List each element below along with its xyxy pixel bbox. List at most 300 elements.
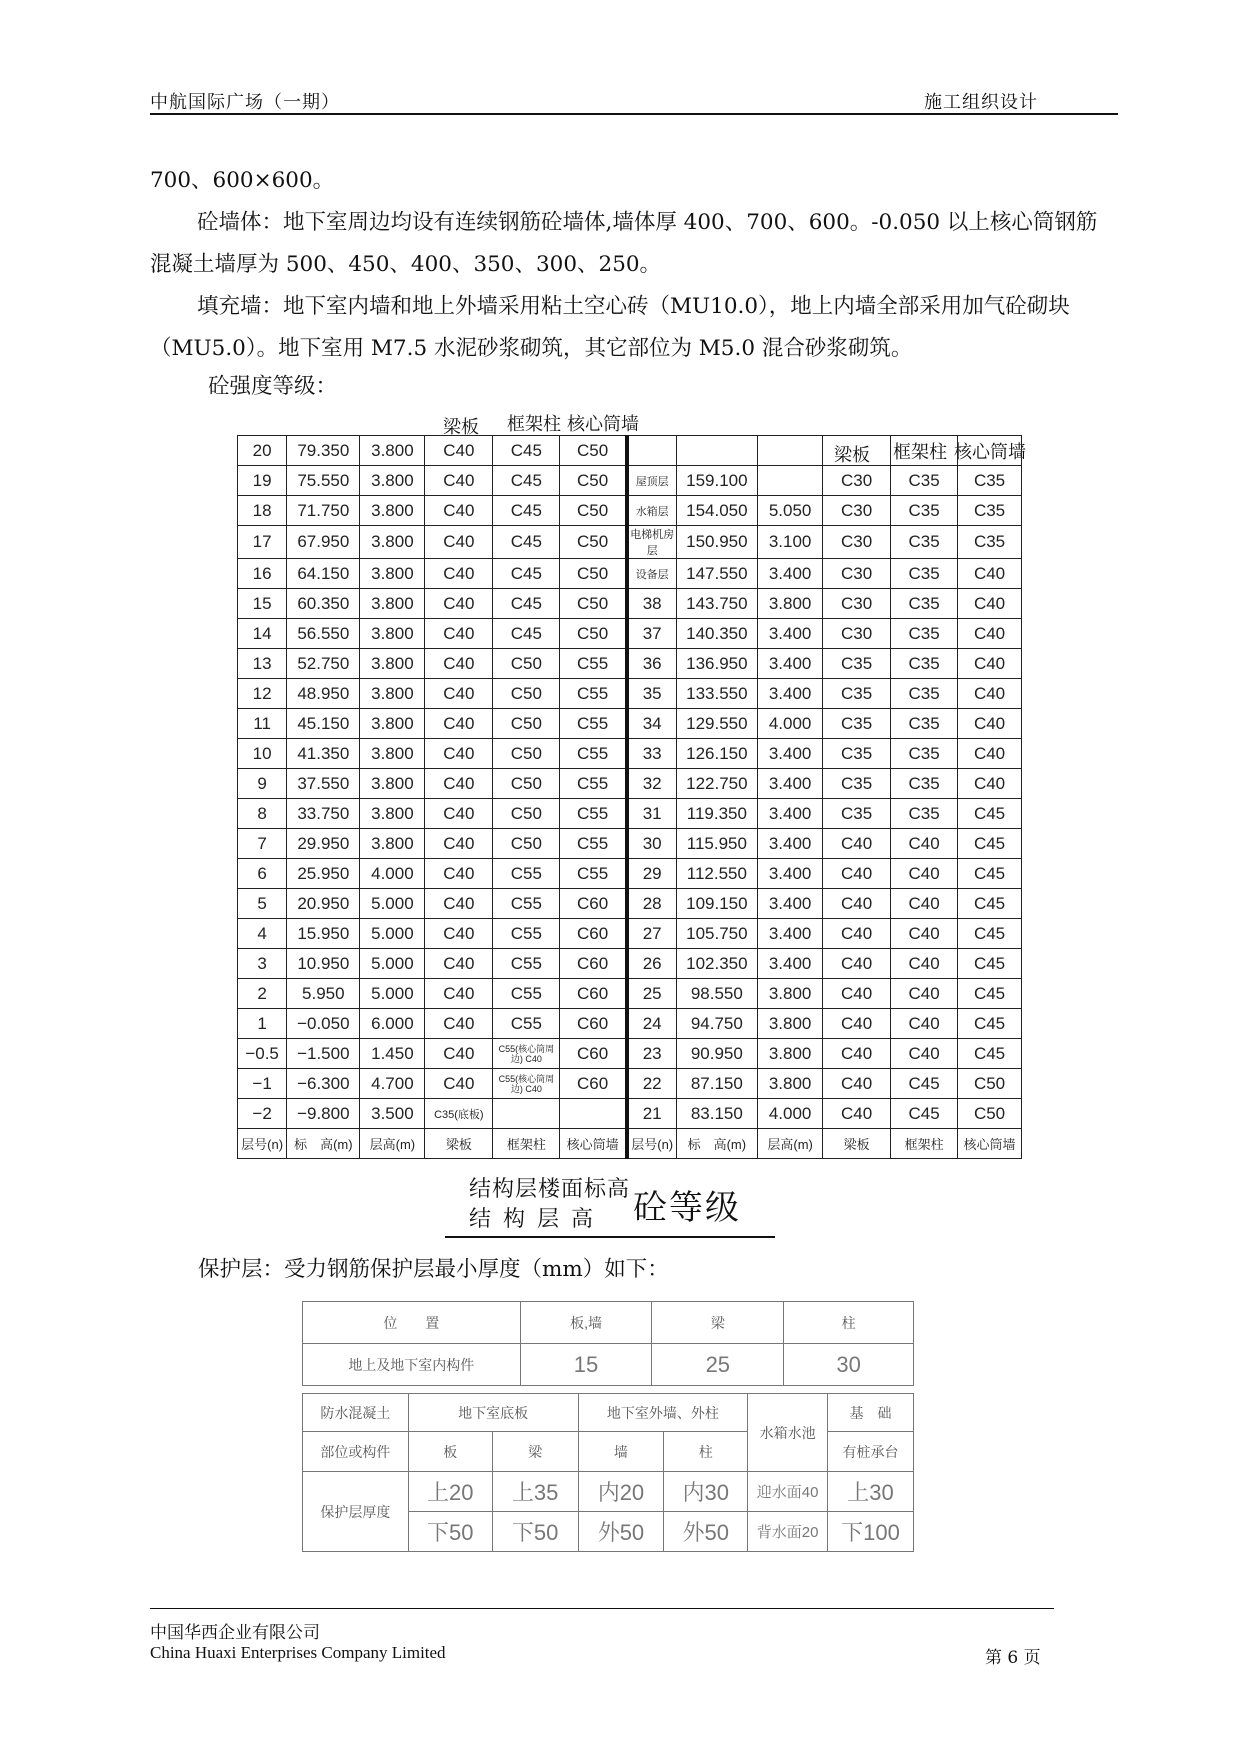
grade-left-cell: C35(底板) [425,1099,493,1129]
grade-left-cell: 5 [238,889,287,919]
grade-footer-cell: 核心筒墙 [560,1129,627,1159]
grade-left-cell: 6.000 [360,1009,425,1039]
grade-right-cell: C45 [958,799,1022,829]
grade-right-cell: C45 [958,1039,1022,1069]
grade-right-cell: 3.400 [758,769,823,799]
grade-left-cell: C55 [560,799,627,829]
grade-left-cell: 3.800 [360,466,425,496]
grade-row [238,709,1022,739]
grade-left-cell: C55(核心筒周边) C40 [493,1069,560,1099]
grade-left-cell: C45 [493,559,560,589]
grade-left-cell [493,1099,560,1129]
grade-right-cell: 36 [627,649,676,679]
grade-left-cell: 10 [238,739,287,769]
grade-right-cell: 29 [627,859,676,889]
paragraph-walls: 砼墙体：地下室周边均设有连续钢筋砼墙体,墙体厚 400、700、600。-0.050 以上核心筒钢筋混凝土墙厚为 500、450、400、350、300、250。 [150,210,1098,277]
grade-right-cell: C40 [823,1069,891,1099]
grade-right-cell: 21 [627,1099,676,1129]
grade-right-cell: 129.550 [676,709,758,739]
concrete-grade-table [237,435,1022,1159]
paragraph-columns: 700、600×600。 [150,168,335,193]
grade-left-cell: 1 [238,1009,287,1039]
grade-right-cell: 119.350 [676,799,758,829]
grade-right-cell: C35 [823,799,891,829]
grade-row [238,919,1022,949]
grade-row [238,1099,1022,1129]
grade-right-cell: 23 [627,1039,676,1069]
grade-right-cell: C35 [891,649,958,679]
grade-row [238,799,1022,829]
grade-left-cell: C50 [560,466,627,496]
grade-right-cell: C45 [958,979,1022,1009]
grade-row [238,589,1022,619]
grade-right-cell: C45 [958,949,1022,979]
grade-left-cell: C50 [493,649,560,679]
grade-right-cell: 87.150 [676,1069,758,1099]
legend-elevation: 结构层楼面标高 [469,1177,631,1202]
grade-right-cell: C35 [823,739,891,769]
grade-left-cell: 8 [238,799,287,829]
grade-row [238,526,1022,559]
grade-right-cell: 140.350 [676,619,758,649]
grade-right-cell: 27 [627,919,676,949]
grade-right-cell: 3.400 [758,649,823,679]
grade-right-cell: C40 [823,949,891,979]
grade-right-cell: 3.400 [758,739,823,769]
grade-right-cell: 38 [627,589,676,619]
grade-right-cell [758,466,823,496]
grade-left-cell: 3.800 [360,619,425,649]
grade-left-cell: C40 [425,1069,493,1099]
wp-r2-5: 下100 [828,1512,914,1552]
grade-left-cell: 5.000 [360,949,425,979]
grade-right-cell [758,436,823,466]
grade-right-cell: C30 [823,466,891,496]
grade-right-cell: C40 [958,739,1022,769]
grade-right-cell: 3.800 [758,589,823,619]
grade-row [238,466,1022,496]
grade-row [238,436,1022,466]
grade-left-cell: C50 [560,619,627,649]
grade-right-cell: C45 [958,1009,1022,1039]
grade-left-cell: 56.550 [287,619,360,649]
grade-right-cell: 3.800 [758,1039,823,1069]
wp-r1-0: 上20 [408,1472,492,1512]
cover-h-slab: 板,墙 [520,1302,652,1344]
wp-sub-wall: 墙 [578,1432,664,1472]
wp-r2-4: 背水面20 [748,1512,828,1552]
grade-left-cell: C55 [560,859,627,889]
grade-left-cell: C40 [425,769,493,799]
wp-sub-column: 柱 [664,1432,748,1472]
grade-right-cell: C35 [958,526,1022,559]
wp-r1-1: 上35 [492,1472,578,1512]
grade-right-cell: C30 [823,496,891,526]
grade-left-cell: C40 [425,979,493,1009]
grade-right-cell: 83.150 [676,1099,758,1129]
grade-footer-cell: 标 高(m) [676,1129,758,1159]
legend-height: 结构层高 [469,1207,606,1232]
grade-right-cell: 4.000 [758,709,823,739]
grade-right-cell: C35 [891,769,958,799]
grade-right-cell: C40 [823,979,891,1009]
grade-footer-cell: 标 高(m) [287,1129,360,1159]
paragraph-cover: 保护层：受力钢筋保护层最小厚度（mm）如下： [198,1257,669,1282]
grade-right-cell: 150.950 [676,526,758,559]
grade-left-cell: C40 [425,889,493,919]
grade-right-cell: 30 [627,829,676,859]
grade-right-cell: C40 [891,889,958,919]
grade-right-cell: C30 [823,559,891,589]
grade-left-cell: C45 [493,466,560,496]
grade-right-cell: 3.400 [758,889,823,919]
grade-left-cell: 3.800 [360,679,425,709]
grade-right-cell: C40 [958,589,1022,619]
cover-h-beam: 梁 [652,1302,784,1344]
grade-row [238,949,1022,979]
wp-h-base: 地下室底板 [408,1394,578,1432]
grade-right-cell: 3.800 [758,1069,823,1099]
grade-left-cell: 15.950 [287,919,360,949]
grade-right-cell: C35 [891,496,958,526]
grade-left-cell: C40 [425,709,493,739]
grade-right-cell: 24 [627,1009,676,1039]
grade-left-cell: C50 [560,526,627,559]
grade-row [238,769,1022,799]
grade-right-cell: 105.750 [676,919,758,949]
cover-r-beam: 25 [652,1344,784,1386]
grade-right-cell: C45 [958,859,1022,889]
grade-left-cell: C40 [425,799,493,829]
grade-left-cell: 5.950 [287,979,360,1009]
header-project: 中航国际广场（一期） [150,92,340,113]
wp-r2-2: 外50 [578,1512,664,1552]
grade-left-cell: C55 [493,1009,560,1039]
header-doc-title: 施工组织设计 [924,92,1038,113]
grade-right-cell: C45 [958,889,1022,919]
grade-right-cell: C35 [823,769,891,799]
grade-left-cell: C45 [493,619,560,649]
grade-left-cell: 71.750 [287,496,360,526]
wp-h-outer: 地下室外墙、外柱 [578,1394,748,1432]
grade-left-cell: C40 [425,829,493,859]
grade-left-cell: −1 [238,1069,287,1099]
grade-left-cell: 5.000 [360,889,425,919]
grade-right-cell: 3.800 [758,979,823,1009]
grade-right-cell: 3.400 [758,859,823,889]
grade-right-cell: C40 [891,979,958,1009]
grade-right-cell: C40 [891,1039,958,1069]
grade-right-cell: C35 [891,559,958,589]
grade-left-cell: 3.800 [360,769,425,799]
grade-left-cell: C45 [493,496,560,526]
grade-right-cell: 98.550 [676,979,758,1009]
grade-right-cell: 4.000 [758,1099,823,1129]
grade-left-cell: C55(核心筒周边) C40 [493,1039,560,1069]
grade-right-cell: C40 [958,649,1022,679]
grade-right-cell: 94.750 [676,1009,758,1039]
grade-left-cell: 25.950 [287,859,360,889]
grade-left-cell: 64.150 [287,559,360,589]
grade-right-cell [891,436,958,466]
grade-right-cell: 90.950 [676,1039,758,1069]
grade-right-cell: C40 [958,769,1022,799]
grade-right-cell: 37 [627,619,676,649]
grade-row [238,979,1022,1009]
grade-left-cell: 20 [238,436,287,466]
grade-right-cell: C35 [891,466,958,496]
grade-right-cell: 34 [627,709,676,739]
grade-left-cell: C60 [560,919,627,949]
grade-left-cell: 29.950 [287,829,360,859]
grade-right-cell: C40 [823,889,891,919]
grade-right-cell: C35 [958,466,1022,496]
grade-left-cell: C60 [560,949,627,979]
grade-right-cell: C35 [823,649,891,679]
legend-grade: 砼等级 [633,1188,741,1228]
grade-right-cell: C30 [823,526,891,559]
grade-left-cell: C50 [493,799,560,829]
grade-right-cell: C45 [891,1099,958,1129]
grade-left-cell: 52.750 [287,649,360,679]
grade-left-cell: C45 [493,526,560,559]
grade-right-cell: 122.750 [676,769,758,799]
grade-footer-cell: 框架柱 [891,1129,958,1159]
grade-right-cell: C40 [958,619,1022,649]
grade-row [238,619,1022,649]
paragraph-infill: 填充墙：地下室内墙和地上外墙采用粘土空心砖（MU10.0），地上内墙全部采用加气砼砌块（MU5.0）。地下室用 M7.5 水泥砂浆砌筑，其它部位为 M5.0 混合砂浆砌筑。 [150,294,1070,361]
grade-left-cell: C55 [493,949,560,979]
grade-right-cell: C45 [958,829,1022,859]
grade-left-cell: 3.800 [360,739,425,769]
grade-left-cell: C45 [493,589,560,619]
grade-left-cell: 6 [238,859,287,889]
grade-right-cell: C40 [891,1009,958,1039]
grade-right-cell: C40 [891,919,958,949]
grade-left-cell: 2 [238,979,287,1009]
grade-left-cell: C55 [493,979,560,1009]
grade-left-cell: C60 [560,1009,627,1039]
grade-footer-cell: 层号(n) [627,1129,676,1159]
grade-left-cell: 3.800 [360,649,425,679]
grade-left-cell: −2 [238,1099,287,1129]
grade-left-cell: −9.800 [287,1099,360,1129]
grade-right-cell: 3.400 [758,679,823,709]
grade-right-cell: C35 [891,799,958,829]
grade-right-cell: C40 [958,709,1022,739]
grade-left-cell: C55 [560,829,627,859]
wp-r2-0: 下50 [408,1512,492,1552]
grade-left-cell: −1.500 [287,1039,360,1069]
grade-row [238,859,1022,889]
cover-table-general [302,1301,914,1386]
wp-sub-slab: 板 [408,1432,492,1472]
grade-left-cell: 3.800 [360,829,425,859]
grade-right-cell [958,436,1022,466]
footer-company-en: China Huaxi Enterprises Company Limited [150,1643,446,1662]
grade-right-cell: C35 [891,589,958,619]
grade-left-cell: 3 [238,949,287,979]
grade-left-cell: 3.800 [360,589,425,619]
grade-footer-cell: 核心筒墙 [958,1129,1022,1159]
wp-sub-cap: 有桩承台 [828,1432,914,1472]
wp-h-pile: 基 础 [828,1394,914,1432]
grade-right-cell: 112.550 [676,859,758,889]
grade-right-cell: 设备层 [627,559,676,589]
grade-left-cell: C55 [560,649,627,679]
grade-right-cell: C45 [958,919,1022,949]
grade-left-cell: C55 [493,859,560,889]
grade-left-cell: 33.750 [287,799,360,829]
grade-left-cell: C40 [425,949,493,979]
grade-right-cell: C35 [891,679,958,709]
grade-left-cell: 12 [238,679,287,709]
grade-right-cell: C40 [891,859,958,889]
grade-left-cell: 17 [238,526,287,559]
grade-left-cell: 4 [238,919,287,949]
grade-left-cell: C40 [425,496,493,526]
grade-right-cell: 5.050 [758,496,823,526]
grade-right-cell: 102.350 [676,949,758,979]
grade-left-cell: 9 [238,769,287,799]
grade-left-cell: C40 [425,649,493,679]
caption-left-core: 核心筒墙 [567,414,639,434]
grade-right-cell: C40 [958,679,1022,709]
grade-right-cell: 3.100 [758,526,823,559]
grade-footer-cell: 层号(n) [238,1129,287,1159]
grade-left-cell: 13 [238,649,287,679]
cover-r-column: 30 [784,1344,914,1386]
grade-left-cell: 10.950 [287,949,360,979]
grade-left-cell: C50 [560,496,627,526]
grade-right-cell: C50 [958,1069,1022,1099]
grade-right-cell: 3.800 [758,1009,823,1039]
grade-left-cell: C55 [560,709,627,739]
grade-left-cell: C40 [425,619,493,649]
grade-row [238,679,1022,709]
grade-left-cell: 3.800 [360,559,425,589]
grade-left-cell: 75.550 [287,466,360,496]
grade-right-cell: C40 [891,829,958,859]
grade-left-cell: 3.800 [360,496,425,526]
grade-row [238,829,1022,859]
caption-right-core: 核心筒墙 [954,442,1026,462]
grade-right-cell: 3.400 [758,829,823,859]
grade-left-cell: 4.000 [360,859,425,889]
wp-h-label1: 防水混凝土 [303,1394,409,1432]
grade-right-cell: C45 [891,1069,958,1099]
grade-left-cell: C50 [493,709,560,739]
grade-right-cell: 33 [627,739,676,769]
grade-right-cell: 147.550 [676,559,758,589]
caption-left-column: 框架柱 [507,414,561,434]
grade-left-cell: C50 [560,436,627,466]
grade-right-cell: C35 [958,496,1022,526]
grade-right-cell: 3.400 [758,559,823,589]
wp-sub-beam: 梁 [492,1432,578,1472]
grade-left-cell: C50 [493,829,560,859]
grade-left-cell: C40 [425,436,493,466]
wp-row-label: 保护层厚度 [303,1472,409,1552]
caption-right-slab: 梁板 [834,445,870,465]
grade-footer-cell: 梁板 [823,1129,891,1159]
caption-left-slab: 梁板 [443,417,479,437]
grade-left-cell: C40 [425,559,493,589]
grade-left-cell: C55 [560,769,627,799]
grade-row [238,739,1022,769]
grade-right-cell: C40 [958,559,1022,589]
grade-right-cell: 26 [627,949,676,979]
grade-right-cell: C35 [891,739,958,769]
grade-row [238,1039,1022,1069]
grade-left-cell: 3.800 [360,526,425,559]
grade-left-cell: 45.150 [287,709,360,739]
grade-left-cell: C40 [425,1009,493,1039]
grade-right-cell: 126.150 [676,739,758,769]
footer-company-cn: 中国华西企业有限公司 [150,1623,320,1643]
grade-row [238,889,1022,919]
grade-right-cell: C35 [823,709,891,739]
grade-right-cell: 3.400 [758,619,823,649]
grade-right-cell: C30 [823,589,891,619]
footer-rule [150,1608,1054,1609]
grade-left-cell: C60 [560,1039,627,1069]
grade-left-cell: 3.800 [360,436,425,466]
grade-right-cell: 水箱层 [627,496,676,526]
grade-right-cell: 电梯机房层 [627,526,676,559]
grade-left-cell: 41.350 [287,739,360,769]
grade-left-cell: C40 [425,526,493,559]
footer-page-number: 第 6 页 [985,1648,1041,1668]
grade-right-cell: C35 [891,619,958,649]
wp-r2-3: 外50 [664,1512,748,1552]
grade-right-cell: 109.150 [676,889,758,919]
grade-left-cell: −0.5 [238,1039,287,1069]
grade-left-cell: 3.800 [360,799,425,829]
grade-right-cell [627,436,676,466]
grade-footer-cell: 层高(m) [758,1129,823,1159]
grade-left-cell: 48.950 [287,679,360,709]
grade-left-cell: C40 [425,679,493,709]
grade-left-cell: 14 [238,619,287,649]
paragraph-grade-title: 砼强度等级： [208,374,338,399]
grade-left-cell: 1.450 [360,1039,425,1069]
grade-left-cell: C50 [493,739,560,769]
grade-left-cell: 37.550 [287,769,360,799]
grade-left-cell: 60.350 [287,589,360,619]
grade-footer-cell: 层高(m) [360,1129,425,1159]
grade-left-cell: C45 [493,436,560,466]
cover-h-position: 位 置 [303,1302,521,1344]
grade-right-cell: 154.050 [676,496,758,526]
grade-left-cell: C40 [425,466,493,496]
grade-right-cell: C40 [823,1039,891,1069]
grade-right-cell: C35 [891,526,958,559]
grade-left-cell: C40 [425,919,493,949]
grade-left-cell: C60 [560,1069,627,1099]
grade-right-cell: 136.950 [676,649,758,679]
grade-right-cell: 35 [627,679,676,709]
grade-right-cell [676,436,758,466]
grade-left-cell: −6.300 [287,1069,360,1099]
grade-right-cell: C40 [823,859,891,889]
grade-left-cell: C40 [425,1039,493,1069]
grade-left-cell: C50 [493,679,560,709]
grade-left-cell: C40 [425,589,493,619]
grade-footer-row [238,1129,1022,1159]
grade-left-cell: C50 [493,769,560,799]
wp-r1-3: 内30 [664,1472,748,1512]
